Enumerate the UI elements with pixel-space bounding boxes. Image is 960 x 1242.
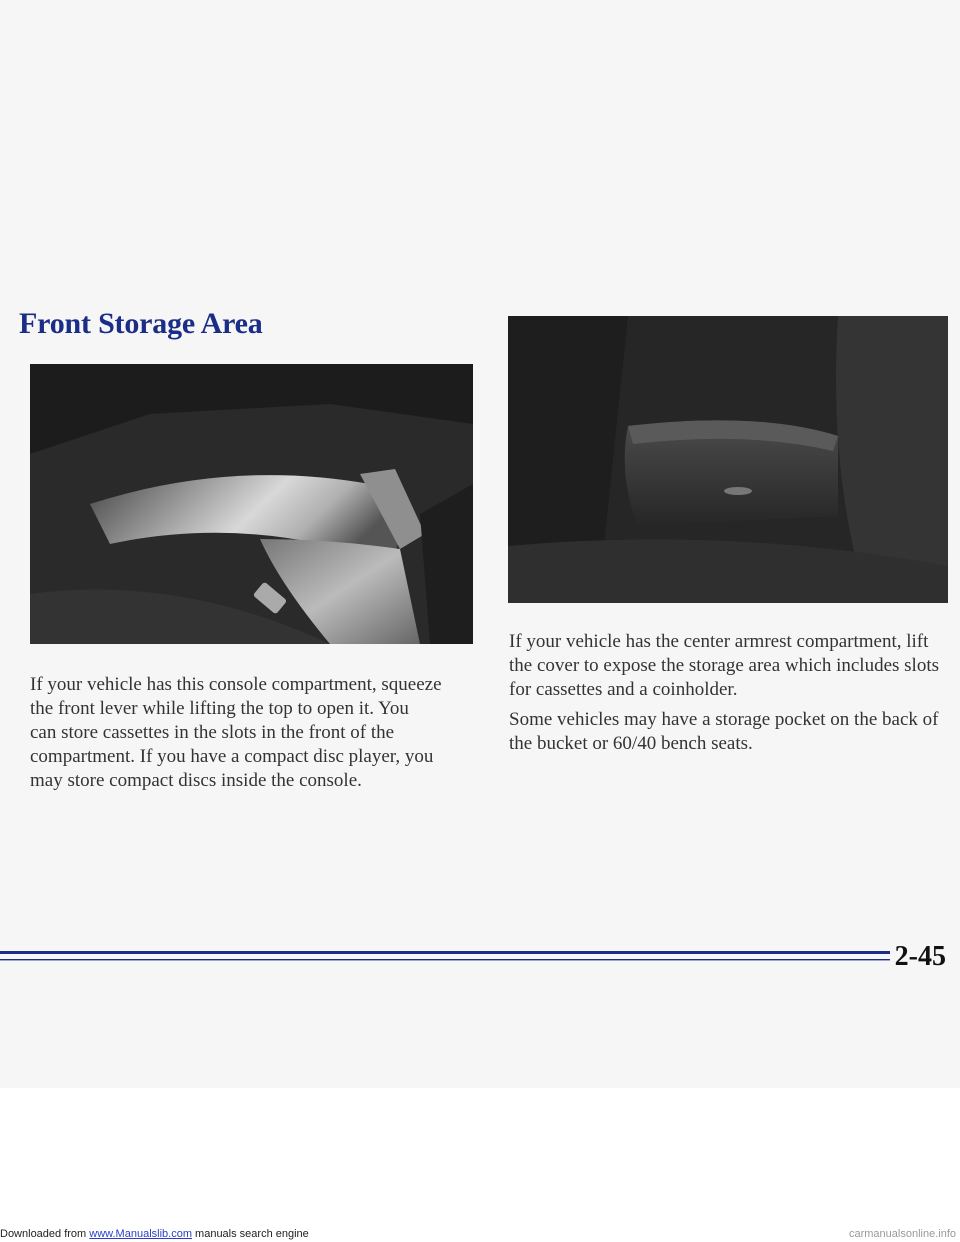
console-photo-art: [30, 364, 473, 644]
storage-pocket-paragraph: Some vehicles may have a storage pocket on the back of the bucket or 60/40 bench seats.: [509, 709, 939, 754]
banner-prefix: Downloaded from: [0, 1228, 90, 1240]
manualslib-link[interactable]: www.Manualslib.com: [89, 1228, 192, 1240]
console-compartment-paragraph: If your vehicle has this console compartment, squeeze the front lever while lifting the top to open it. You can store cassettes in the slots in the front of the compartment. If you have a compact disc player, you may store compact discs inside the console.: [30, 674, 442, 791]
page-title: Front Storage Area: [19, 307, 263, 340]
banner-text: [0, 1226, 309, 1242]
armrest-photo-art: [508, 316, 948, 603]
page-number: 2-45: [894, 941, 946, 972]
watermark-text: carmanualsonline.info: [848, 1228, 956, 1240]
banner-suffix: manuals search engine: [191, 1228, 309, 1240]
download-banner: [0, 1226, 960, 1242]
armrest-compartment-paragraph: If your vehicle has the center armrest compartment, lift the cover to expose the storage area which includes slots for cassettes and a coinholder.: [509, 631, 939, 700]
armrest-compartment-photo: [508, 316, 948, 603]
console-compartment-photo: [30, 364, 473, 644]
footer-rule: [0, 951, 890, 963]
